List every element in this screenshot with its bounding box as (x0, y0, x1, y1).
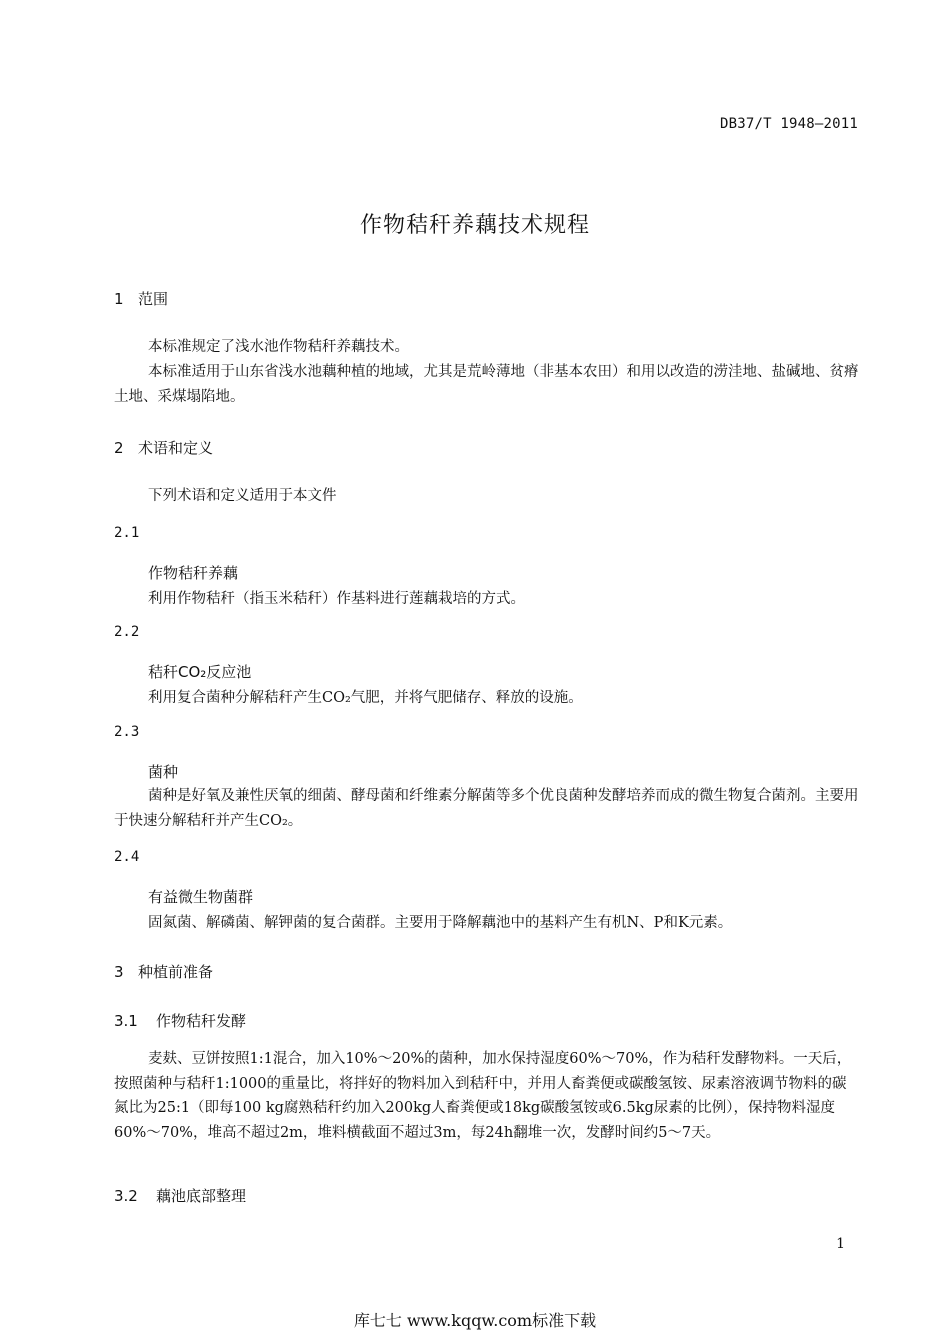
subsection-3-2-heading (114, 1185, 246, 1206)
section-number: 2 (114, 439, 124, 457)
standard-number: DB37/T 1948—2011 (719, 116, 858, 132)
section-number: 3 (114, 963, 124, 981)
section-3-heading (114, 961, 213, 982)
section-2-heading (114, 437, 213, 458)
page-number: 1 (836, 1236, 845, 1252)
paragraph: 麦麸、豆饼按照1:1混合，加入10%～20%的菌种，加水保持湿度60%～70%，作为秸秆发酵物料。一天后，按照菌种与秸秆1:1000的重量比，将拌好的物料加入到秸秆中，并用人畜粪便或碳酸氢铵、尿素溶液调节物料的碳氮比为25:1（即每100 kg腐熟秸秆约加入200kg人畜粪便或18kg碳酸氢铵或6.5kg尿素的比例），保持物料湿度60%～70%，堆高不超过2m，堆料横截面不超过3m，每24h翻堆一次，发酵时间约5～7天。 (114, 1051, 852, 1141)
clause-number: 2.4 (114, 849, 140, 865)
term-title: 作物秸秆养藕 (148, 564, 239, 582)
section-title: 种植前准备 (138, 963, 214, 981)
term-definition: 菌种是好氧及兼性厌氧的细菌、酵母菌和纤维素分解菌等多个优良菌种发酵培养而成的微生物复合菌剂。主要用于快速分解秸秆并产生CO₂。 (114, 788, 859, 829)
section-title: 范围 (138, 290, 169, 308)
page-title: 作物秸秆养藕技术规程 (359, 213, 590, 238)
subsection-3-1-heading (114, 1010, 246, 1031)
term-title: 有益微生物菌群 (148, 888, 254, 906)
section-number: 3.1 (114, 1012, 138, 1030)
term-title: 菌种 (148, 763, 179, 781)
term-definition: 固氮菌、解磷菌、解钾菌的复合菌群。主要用于降解藕池中的基料产生有机N、P和K元素。 (148, 915, 733, 931)
paragraph: 本标准规定了浅水池作物秸秆养藕技术。 (148, 339, 409, 355)
term-definition: 利用复合菌种分解秸秆产生CO₂气肥，并将气肥储存、释放的设施。 (148, 690, 583, 706)
footer-watermark: 库七七 www.kqqw.com标准下载 (353, 1311, 597, 1330)
term-definition: 利用作物秸秆（指玉米秸秆）作基料进行莲藕栽培的方式。 (148, 591, 525, 607)
section-1-heading (114, 288, 168, 309)
clause-number: 2.2 (114, 624, 140, 640)
section-number: 3.2 (114, 1187, 138, 1205)
section-title: 术语和定义 (138, 439, 214, 457)
clause-number: 2.3 (114, 724, 140, 740)
section-title: 藕池底部整理 (156, 1187, 247, 1205)
paragraph: 下列术语和定义适用于本文件 (148, 488, 337, 504)
section-title: 作物秸秆发酵 (156, 1012, 247, 1030)
term-title: 秸秆CO₂反应池 (148, 663, 252, 681)
section-number: 1 (114, 290, 124, 308)
clause-number: 2.1 (114, 525, 140, 541)
paragraph: 本标准适用于山东省浅水池藕种植的地域，尤其是荒岭薄地（非基本农田）和用以改造的涝洼地、盐碱地、贫瘠土地、采煤塌陷地。 (114, 364, 859, 405)
